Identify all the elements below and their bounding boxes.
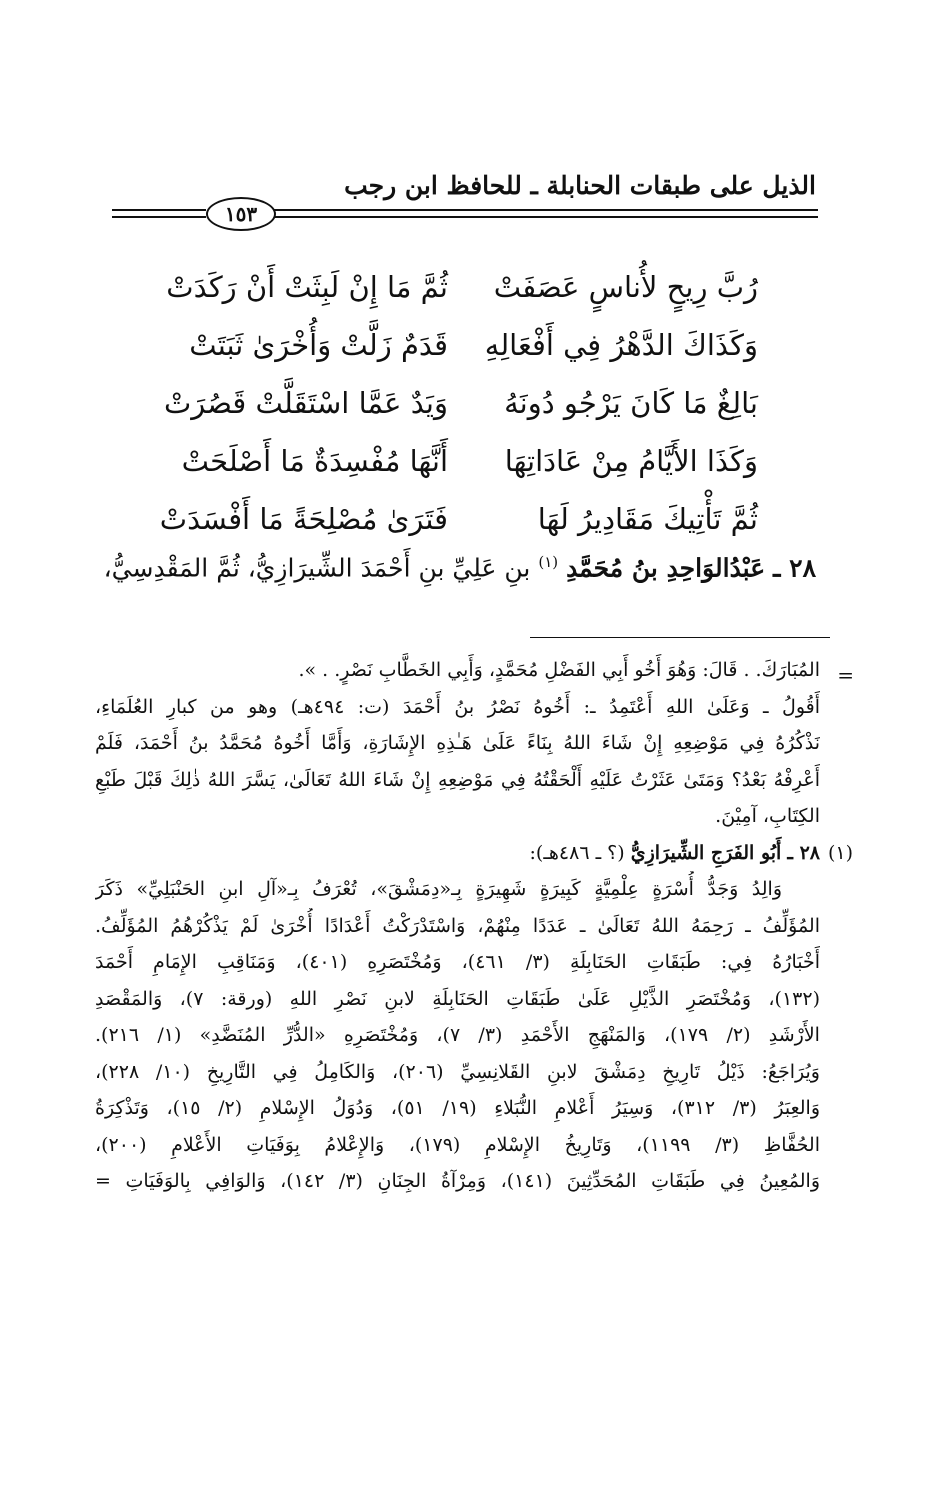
verse-first-hemistich: ثُمَّ تَأْتِيكَ مَقَادِيرُ لَهَا xyxy=(537,502,758,536)
entry-lineage: بنِ عَلِيِّ بنِ أَحْمَدَ الشِّيرَازِيُّ، ثُمَّ المَقْدِسِيُّ، xyxy=(103,553,531,583)
footnote-line: أَخْبَارُهُ فِي: طَبَقَاتِ الحَنَابِلَةِ (٣/ ٤٦١)، وَمُخْتَصَرِهِ (٤٠١)، وَمَنَاقِبِ الإِمَامِ أَحْمَدَ xyxy=(95,951,820,973)
footnote-line: وَالِدُ وَجَدُّ أُسْرَةٍ عِلْمِيَّةٍ كَبِيرَةٍ شَهِيرَةٍ بِـ«دِمَشْقَ»، تُعْرَفُ بِـ«آلِ ابنِ الحَنْبَلِيِّ» ذَكَرَ xyxy=(95,878,782,900)
verse-second-hemistich: فَتَرَىٰ مُصْلِحَةً مَا أَفْسَدَتْ xyxy=(159,502,448,536)
verse-second-hemistich: أَنَّهَا مُفْسِدَةٌ مَا أَصْلَحَتْ xyxy=(181,444,448,478)
footnote-carry-line: المُبَارَكَ. . قَالَ: وَهُوَ أَخُو أَبِي الفَضْلِ مُحَمَّدٍ، وَأَبِي الخَطَّابِ نَصْرٍ. . ». xyxy=(298,659,820,681)
header-rule xyxy=(112,209,206,218)
footnote-line: الحُفَّاظِ (٣/ ١١٩٩)، وَتَارِيخُ الإِسْلامِ (١٧٩)، وَالإِعْلامُ بِوَفَيَاتِ الأَعْلامِ (٢٠٠)، xyxy=(95,1133,820,1156)
running-title: الذيل على طبقات الحنابلة ـ للحافظ ابن رجب xyxy=(344,171,816,200)
verse-second-hemistich: قَدَمٌ زَلَّتْ وَأُخْرَىٰ ثَبَتَتْ xyxy=(189,328,448,362)
footnote-number: (١) xyxy=(828,841,854,864)
poem-verse xyxy=(166,258,758,316)
entry-number: ٢٨ ـ xyxy=(773,553,816,583)
verse-second-hemistich: وَيَدٌ عَمَّا اسْتَقَلَّتْ قَصُرَتْ xyxy=(163,386,448,420)
footnote-entry-name: أَبُو الفَرَجِ الشِّيرَازِيُّ xyxy=(630,841,782,864)
verse-first-hemistich: وَكَذَاكَ الدَّهْرُ فِي أَفْعَالِهِ xyxy=(484,328,758,362)
footnote-line: وَيُرَاجَعُ: ذَيْلُ تَارِيخِ دِمَشْقَ لابنِ القَلانِسِيِّ (٢٠٦)، وَالكَامِلُ فِي التَّارِيخِ (١٠/ ٢٢٨)، xyxy=(95,1060,820,1083)
verse-first-hemistich: بَالِغٌ مَا كَانَ يَرْجُو دُونَهُ xyxy=(504,386,758,420)
poem-verse xyxy=(178,316,758,374)
footnotes xyxy=(95,652,854,1200)
page-number: ١٥٣ xyxy=(206,197,276,231)
footnote-carry-line: الكِتَابِ، آمِيْنَ. xyxy=(715,805,820,827)
footnote-line: الأَرْشَدِ (٢/ ١٧٩)، وَالمَنْهَجِ الأَحْمَدِ (٣/ ٧)، وَمُخْتَصَرِهِ «الدُّرِّ المُنَضَّدِ» (١/ ٢١٦). xyxy=(95,1024,820,1046)
footnote-carry-line: أَقُولُ ـ وَعَلَىٰ اللهِ أَعْتَمِدُ ـ: أَخُوهُ نَصْرُ بنُ أَحْمَدَ (ت: ٤٩٤هـ) وهو من كبارِ العُلَمَاءِ، xyxy=(95,695,820,718)
footnote-carry-line: أَعْرِفْهُ بَعْدُ؟ وَمَتَىٰ عَثَرْتُ عَلَيْهِ أَلْحَقْتُهُ فِي مَوْضِعِهِ إِنْ شَاءَ اللهُ تَعَالَىٰ، يَسَّرَ اللهُ ذٰلِكَ قَبْلَ طَبْعِ xyxy=(95,768,820,791)
footnote-heading xyxy=(95,835,854,872)
verse-second-hemistich: ثُمَّ مَا إِنْ لَبِثَتْ أَنْ رَكَدَتْ xyxy=(166,270,448,304)
poem-verse xyxy=(178,432,758,490)
footnote-separator xyxy=(530,637,830,638)
entry-heading xyxy=(103,540,816,590)
header-rule xyxy=(272,209,818,218)
footnote-line: وَالمُعِينُ فِي طَبَقَاتِ المُحَدِّثِينَ (١٤١)، وَمِرْآةُ الجِنَانِ (٣/ ١٤٢)، وَالوَافِي بِالوَفَيَاتِ = xyxy=(95,1170,820,1192)
footnote-entry-number: ٢٨ ـ xyxy=(787,841,820,864)
footnote-reference[interactable]: (١) xyxy=(538,553,559,571)
poem xyxy=(159,258,758,548)
poem-verse xyxy=(163,374,758,432)
footnote-line: (١٣٢)، وَمُخْتَصَرِ الذَّيْلِ عَلَىٰ طَبَقَاتِ الحَنَابِلَةِ لابنِ نَصْرِ اللهِ (ورقة: ٧)، وَالمَقْصَدِ xyxy=(95,987,820,1010)
footnote-line: المُؤَلِّفُ ـ رَحِمَهُ اللهُ تَعَالَىٰ ـ عَدَدًا مِنْهُمْ، وَاسْتَدْرَكْتُ أَعْدَادًا أُخْرَىٰ لَمْ يَذْكُرْهُمُ المُؤَلِّفُ. xyxy=(95,914,820,937)
verse-first-hemistich: رُبَّ رِيحٍ لأُناسٍ عَصَفَتْ xyxy=(493,270,758,304)
footnote-line: وَالعِبَرُ (٣/ ٣١٢)، وَسِيَرُ أَعْلامِ النُّبَلاءِ (١٩/ ٥١)، وَدُوَلُ الإِسْلامِ (٢/ ١٥)، وَتَذْكِرَةُ xyxy=(95,1097,820,1119)
footnote-carry-line: نَذْكُرُهُ فِي مَوْضِعِهِ إِنْ شَاءَ اللهُ بِنَاءً عَلَىٰ هَـٰذِهِ الإِشَارَةِ، وَأَمَّا أَخُوهُ مُحَمَّدُ بنُ أَحْمَدَ، فَلَمْ xyxy=(95,732,820,754)
footnote-entry-dates: (؟ ـ ٤٨٦هـ): xyxy=(529,841,625,864)
entry-name: عَبْدُالوَاحِدِ بنُ مُحَمَّدِ xyxy=(566,553,766,583)
verse-first-hemistich: وَكَذَا الأَيَّامُ مِنْ عَادَاتِهَا xyxy=(504,444,758,478)
continuation-mark: = xyxy=(837,663,854,687)
